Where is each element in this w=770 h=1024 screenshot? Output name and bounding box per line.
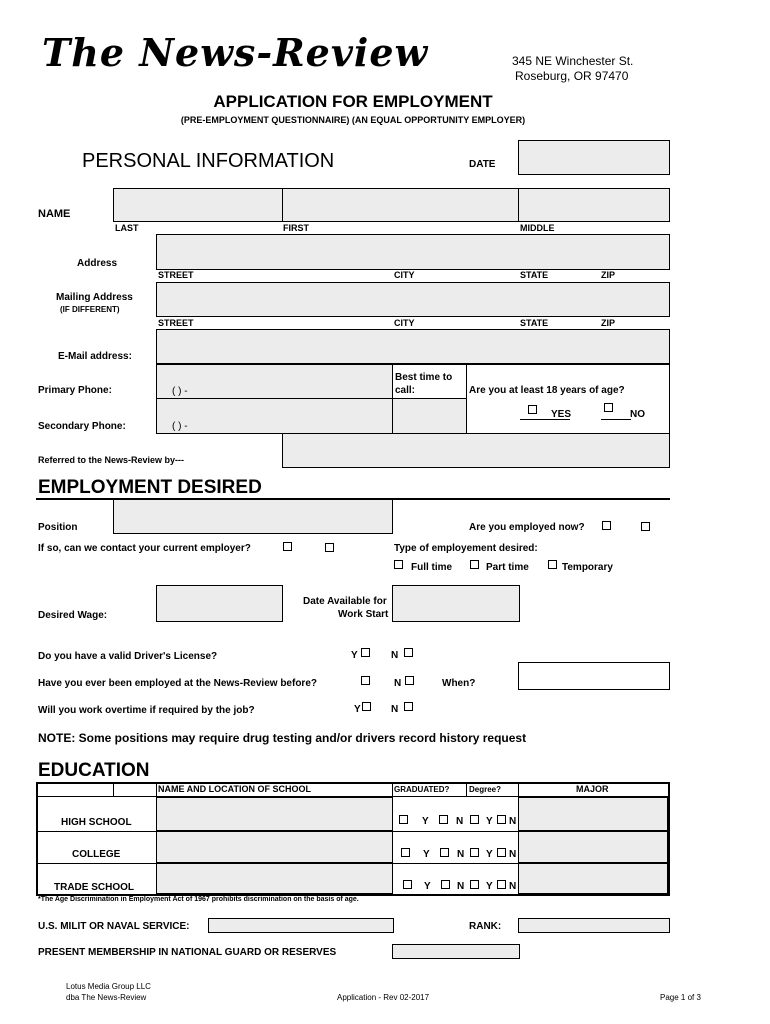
- email-field[interactable]: [156, 329, 670, 364]
- state-label: STATE: [520, 270, 549, 280]
- form-title: APPLICATION FOR EMPLOYMENT: [213, 92, 493, 111]
- footer-revision: Application - Rev 02-2017: [337, 993, 430, 1002]
- best-time-field[interactable]: [392, 398, 467, 434]
- hs-n: N: [456, 816, 464, 827]
- trade-school-name-field[interactable]: [156, 863, 393, 894]
- temporary-label: Temporary: [562, 562, 613, 573]
- overtime-question: Will you work overtime if required by the job?: [38, 705, 255, 716]
- part-time-checkbox[interactable]: [470, 560, 479, 569]
- trade-degree-yes-checkbox[interactable]: [470, 880, 479, 889]
- college-degree-yes-checkbox[interactable]: [470, 848, 479, 857]
- college-graduated-no-checkbox[interactable]: [440, 848, 449, 857]
- college-degree-no-checkbox[interactable]: [497, 848, 506, 857]
- position-label: Position: [38, 522, 78, 533]
- employed-before-n-label: N: [394, 678, 402, 689]
- row-high-school: HIGH SCHOOL: [61, 817, 132, 828]
- secondary-phone-field[interactable]: [156, 398, 393, 434]
- age-yes-checkbox[interactable]: [528, 405, 537, 414]
- best-time-label: Best time to: [395, 372, 453, 383]
- age-no-checkbox[interactable]: [604, 403, 613, 412]
- drivers-license-question: Do you have a valid Driver's License?: [38, 651, 218, 662]
- address-line-1: 345 NE Winchester St.: [512, 54, 634, 68]
- email-label: E-Mail address:: [58, 351, 132, 362]
- age-no-label: NO: [630, 409, 645, 420]
- address-label: Address: [77, 258, 118, 269]
- rank-field[interactable]: [518, 918, 670, 933]
- contact-employer-no-checkbox[interactable]: [325, 543, 334, 552]
- overtime-yes-checkbox[interactable]: [362, 702, 371, 711]
- age-yes-label: YES: [551, 409, 572, 420]
- license-yes-checkbox[interactable]: [361, 648, 370, 657]
- hs-degree-no-checkbox[interactable]: [497, 815, 506, 824]
- middle-label: MIDDLE: [520, 223, 555, 233]
- last-label: LAST: [115, 223, 139, 233]
- address-field[interactable]: [156, 234, 670, 270]
- date-label: DATE: [469, 159, 496, 170]
- mailing-address-field[interactable]: [156, 282, 670, 317]
- part-time-label: Part time: [486, 562, 529, 573]
- newspaper-logo: The News-Review: [42, 30, 429, 75]
- col-deg-n: N: [509, 849, 517, 860]
- street-label: STREET: [158, 270, 194, 280]
- employed-now-question: Are you employed now?: [469, 522, 585, 533]
- when-label: When?: [442, 678, 476, 689]
- trade-deg-y: Y: [486, 881, 493, 892]
- footer-company-line-2: dba The News-Review: [66, 993, 147, 1002]
- contact-employer-yes-checkbox[interactable]: [283, 542, 292, 551]
- date-field[interactable]: [518, 140, 670, 175]
- high-school-major-field[interactable]: [518, 797, 668, 831]
- trade-deg-n: N: [509, 881, 517, 892]
- name-label: NAME: [38, 208, 71, 220]
- hs-deg-y: Y: [486, 816, 493, 827]
- referred-field[interactable]: [282, 433, 670, 468]
- employed-before-no-checkbox[interactable]: [405, 676, 414, 685]
- employment-type-label: Type of employement desired:: [394, 543, 538, 554]
- employed-before-question: Have you ever been employed at the News-Review before?: [38, 678, 317, 689]
- age-discrimination-note: *The Age Discrimination in Employment Act of 1967 prohibits discrimination on the basis of age.: [38, 896, 359, 903]
- personal-information-heading: PERSONAL INFORMATION: [82, 150, 335, 172]
- footer-page-number: Page 1 of 3: [660, 993, 701, 1002]
- high-school-name-field[interactable]: [156, 797, 393, 831]
- military-service-field[interactable]: [208, 918, 394, 933]
- employed-now-yes-checkbox[interactable]: [602, 521, 611, 530]
- age-question: Are you at least 18 years of age?: [469, 385, 625, 396]
- overtime-y-label: Y: [354, 704, 361, 715]
- mailing-state-label: STATE: [520, 318, 549, 328]
- trade-graduated-yes-checkbox[interactable]: [403, 880, 412, 889]
- military-service-label: U.S. MILIT OR NAVAL SERVICE:: [38, 921, 190, 932]
- hs-degree-yes-checkbox[interactable]: [470, 815, 479, 824]
- mailing-address-label: Mailing Address: [56, 292, 133, 303]
- date-available-label-2: Work Start: [338, 609, 389, 620]
- secondary-phone-label: Secondary Phone:: [38, 421, 126, 432]
- footer-company-line-1: Lotus Media Group LLC: [66, 982, 151, 991]
- drug-testing-note: NOTE: Some positions may require drug testing and/or drivers record history request: [38, 731, 527, 745]
- hs-deg-n: N: [509, 816, 517, 827]
- temporary-checkbox[interactable]: [548, 560, 557, 569]
- last-name-field[interactable]: [113, 188, 283, 222]
- hs-graduated-no-checkbox[interactable]: [439, 815, 448, 824]
- license-y-label: Y: [351, 650, 358, 661]
- mailing-address-sublabel: (IF DIFFERENT): [60, 305, 120, 314]
- employment-desired-heading: EMPLOYMENT DESIRED: [38, 477, 262, 498]
- employed-now-no-checkbox[interactable]: [641, 522, 650, 531]
- primary-phone-field[interactable]: [156, 364, 393, 399]
- national-guard-field[interactable]: [392, 944, 520, 959]
- overtime-n-label: N: [391, 704, 399, 715]
- age-question-cell: [466, 364, 670, 434]
- row-college: COLLEGE: [72, 849, 121, 860]
- full-time-label: Full time: [411, 562, 453, 573]
- primary-phone-label: Primary Phone:: [38, 385, 112, 396]
- primary-phone-format: ( ) -: [172, 386, 188, 397]
- col-graduated-header: GRADUATED?: [394, 785, 450, 794]
- city-label: CITY: [394, 270, 415, 280]
- when-field[interactable]: [518, 662, 670, 690]
- first-label: FIRST: [283, 223, 309, 233]
- col-major-header: MAJOR: [576, 784, 609, 794]
- desired-wage-label: Desired Wage:: [38, 610, 108, 621]
- college-graduated-yes-checkbox[interactable]: [401, 848, 410, 857]
- college-major-field[interactable]: [518, 831, 668, 863]
- college-name-field[interactable]: [156, 831, 393, 863]
- mailing-city-label: CITY: [394, 318, 415, 328]
- mailing-zip-label: ZIP: [601, 318, 616, 328]
- form-subtitle: (PRE-EMPLOYMENT QUESTIONNAIRE) (AN EQUAL OPPORTUNITY EMPLOYER): [180, 115, 526, 125]
- date-available-label: Date Available for: [303, 596, 387, 607]
- col-school-header: NAME AND LOCATION OF SCHOOL: [158, 784, 311, 794]
- license-n-label: N: [391, 650, 399, 661]
- trade-school-major-field[interactable]: [518, 863, 668, 894]
- license-no-checkbox[interactable]: [404, 648, 413, 657]
- address-line-2: Roseburg, OR 97470: [515, 69, 629, 83]
- hs-y: Y: [422, 816, 429, 827]
- national-guard-label: PRESENT MEMBERSHIP IN NATIONAL GUARD OR RESERVES: [38, 947, 337, 958]
- contact-employer-question: If so, can we contact your current employer?: [38, 543, 251, 554]
- secondary-phone-format: ( ) -: [172, 421, 188, 432]
- employed-before-yes-checkbox[interactable]: [361, 676, 370, 685]
- middle-name-field[interactable]: [518, 188, 670, 222]
- mailing-street-label: STREET: [158, 318, 194, 328]
- col-n: N: [457, 849, 465, 860]
- trade-degree-no-checkbox[interactable]: [497, 880, 506, 889]
- row-trade-school: TRADE SCHOOL: [54, 882, 134, 893]
- date-available-field[interactable]: [392, 585, 520, 622]
- referred-label: Referred to the News-Review by---: [38, 455, 185, 465]
- best-time-label-2: call:: [395, 385, 416, 396]
- overtime-no-checkbox[interactable]: [404, 702, 413, 711]
- zip-label: ZIP: [601, 270, 616, 280]
- trade-n: N: [457, 881, 465, 892]
- education-heading: EDUCATION: [38, 760, 150, 781]
- first-name-field[interactable]: [282, 188, 519, 222]
- trade-graduated-no-checkbox[interactable]: [441, 880, 450, 889]
- position-field[interactable]: [113, 499, 393, 534]
- col-deg-y: Y: [486, 849, 493, 860]
- col-degree-header: Degree?: [469, 785, 502, 794]
- trade-y: Y: [424, 881, 431, 892]
- rank-label: RANK:: [469, 921, 502, 932]
- full-time-checkbox[interactable]: [394, 560, 403, 569]
- col-y: Y: [423, 849, 430, 860]
- desired-wage-field[interactable]: [156, 585, 283, 622]
- hs-graduated-yes-checkbox[interactable]: [399, 815, 408, 824]
